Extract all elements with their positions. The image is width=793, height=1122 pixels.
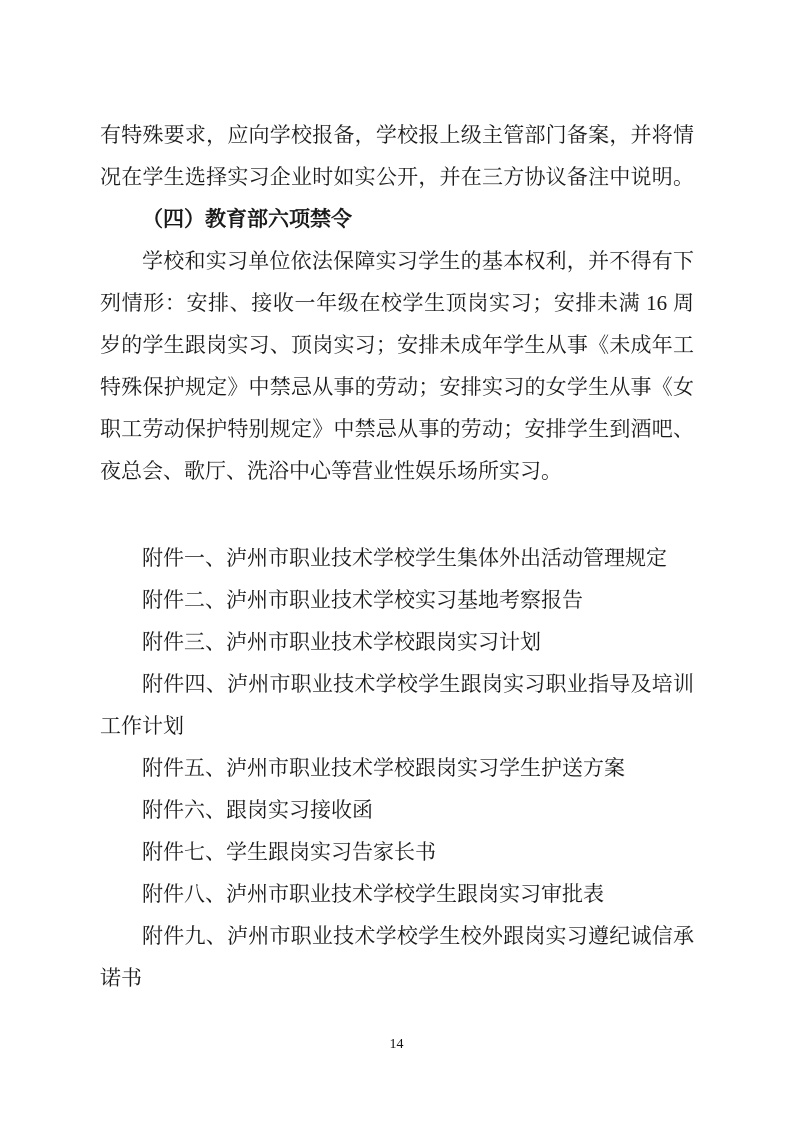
text-line: 附件三、泸州市职业技术学校跟岗实习计划 [142,630,541,654]
text-line: 况在学生选择实习企业时如实公开，并在三方协议备注中说明。 [100,165,694,189]
text-line: 附件一、泸州市职业技术学校学生集体外出活动管理规定 [142,546,667,570]
text-line: 工作计划 [100,714,184,738]
text-line: 有特殊要求，应向学校报备，学校报上级主管部门备案，并将情 [100,123,694,147]
text-line: 附件七、学生跟岗实习告家长书 [142,840,436,864]
text-line: 列情形：安排、接收一年级在校学生顶岗实习；安排未满 16 周 [100,291,694,315]
text-line: 附件四、泸州市职业技术学校学生跟岗实习职业指导及培训 [142,672,694,696]
text-line: 附件六、跟岗实习接收函 [142,798,373,822]
section-heading: （四）教育部六项禁令 [142,207,352,231]
text-line: 学校和实习单位依法保障实习学生的基本权利，并不得有下 [142,249,694,273]
blank-line [100,492,694,537]
text-line: 特殊保护规定》中禁忌从事的劳动；安排实习的女学生从事《女 [100,375,694,399]
text-line: 附件九、泸州市职业技术学校学生校外跟岗实习遵纪诚信承 [142,924,694,948]
text-line: 附件八、泸州市职业技术学校学生跟岗实习审批表 [142,882,604,906]
text-line: 夜总会、歌厅、洗浴中心等营业性娱乐场所实习。 [100,459,562,483]
text-line: 附件五、泸州市职业技术学校跟岗实习学生护送方案 [142,756,625,780]
text-line: 岁的学生跟岗实习、顶岗实习；安排未成年学生从事《未成年工 [100,333,694,357]
text-line: 附件二、泸州市职业技术学校实习基地考察报告 [142,588,583,612]
page-number: 14 [389,1037,404,1052]
document-text [100,114,694,999]
text-line: 诺书 [100,966,142,990]
text-line: 职工劳动保护特别规定》中禁忌从事的劳动；安排学生到酒吧、 [100,417,694,441]
